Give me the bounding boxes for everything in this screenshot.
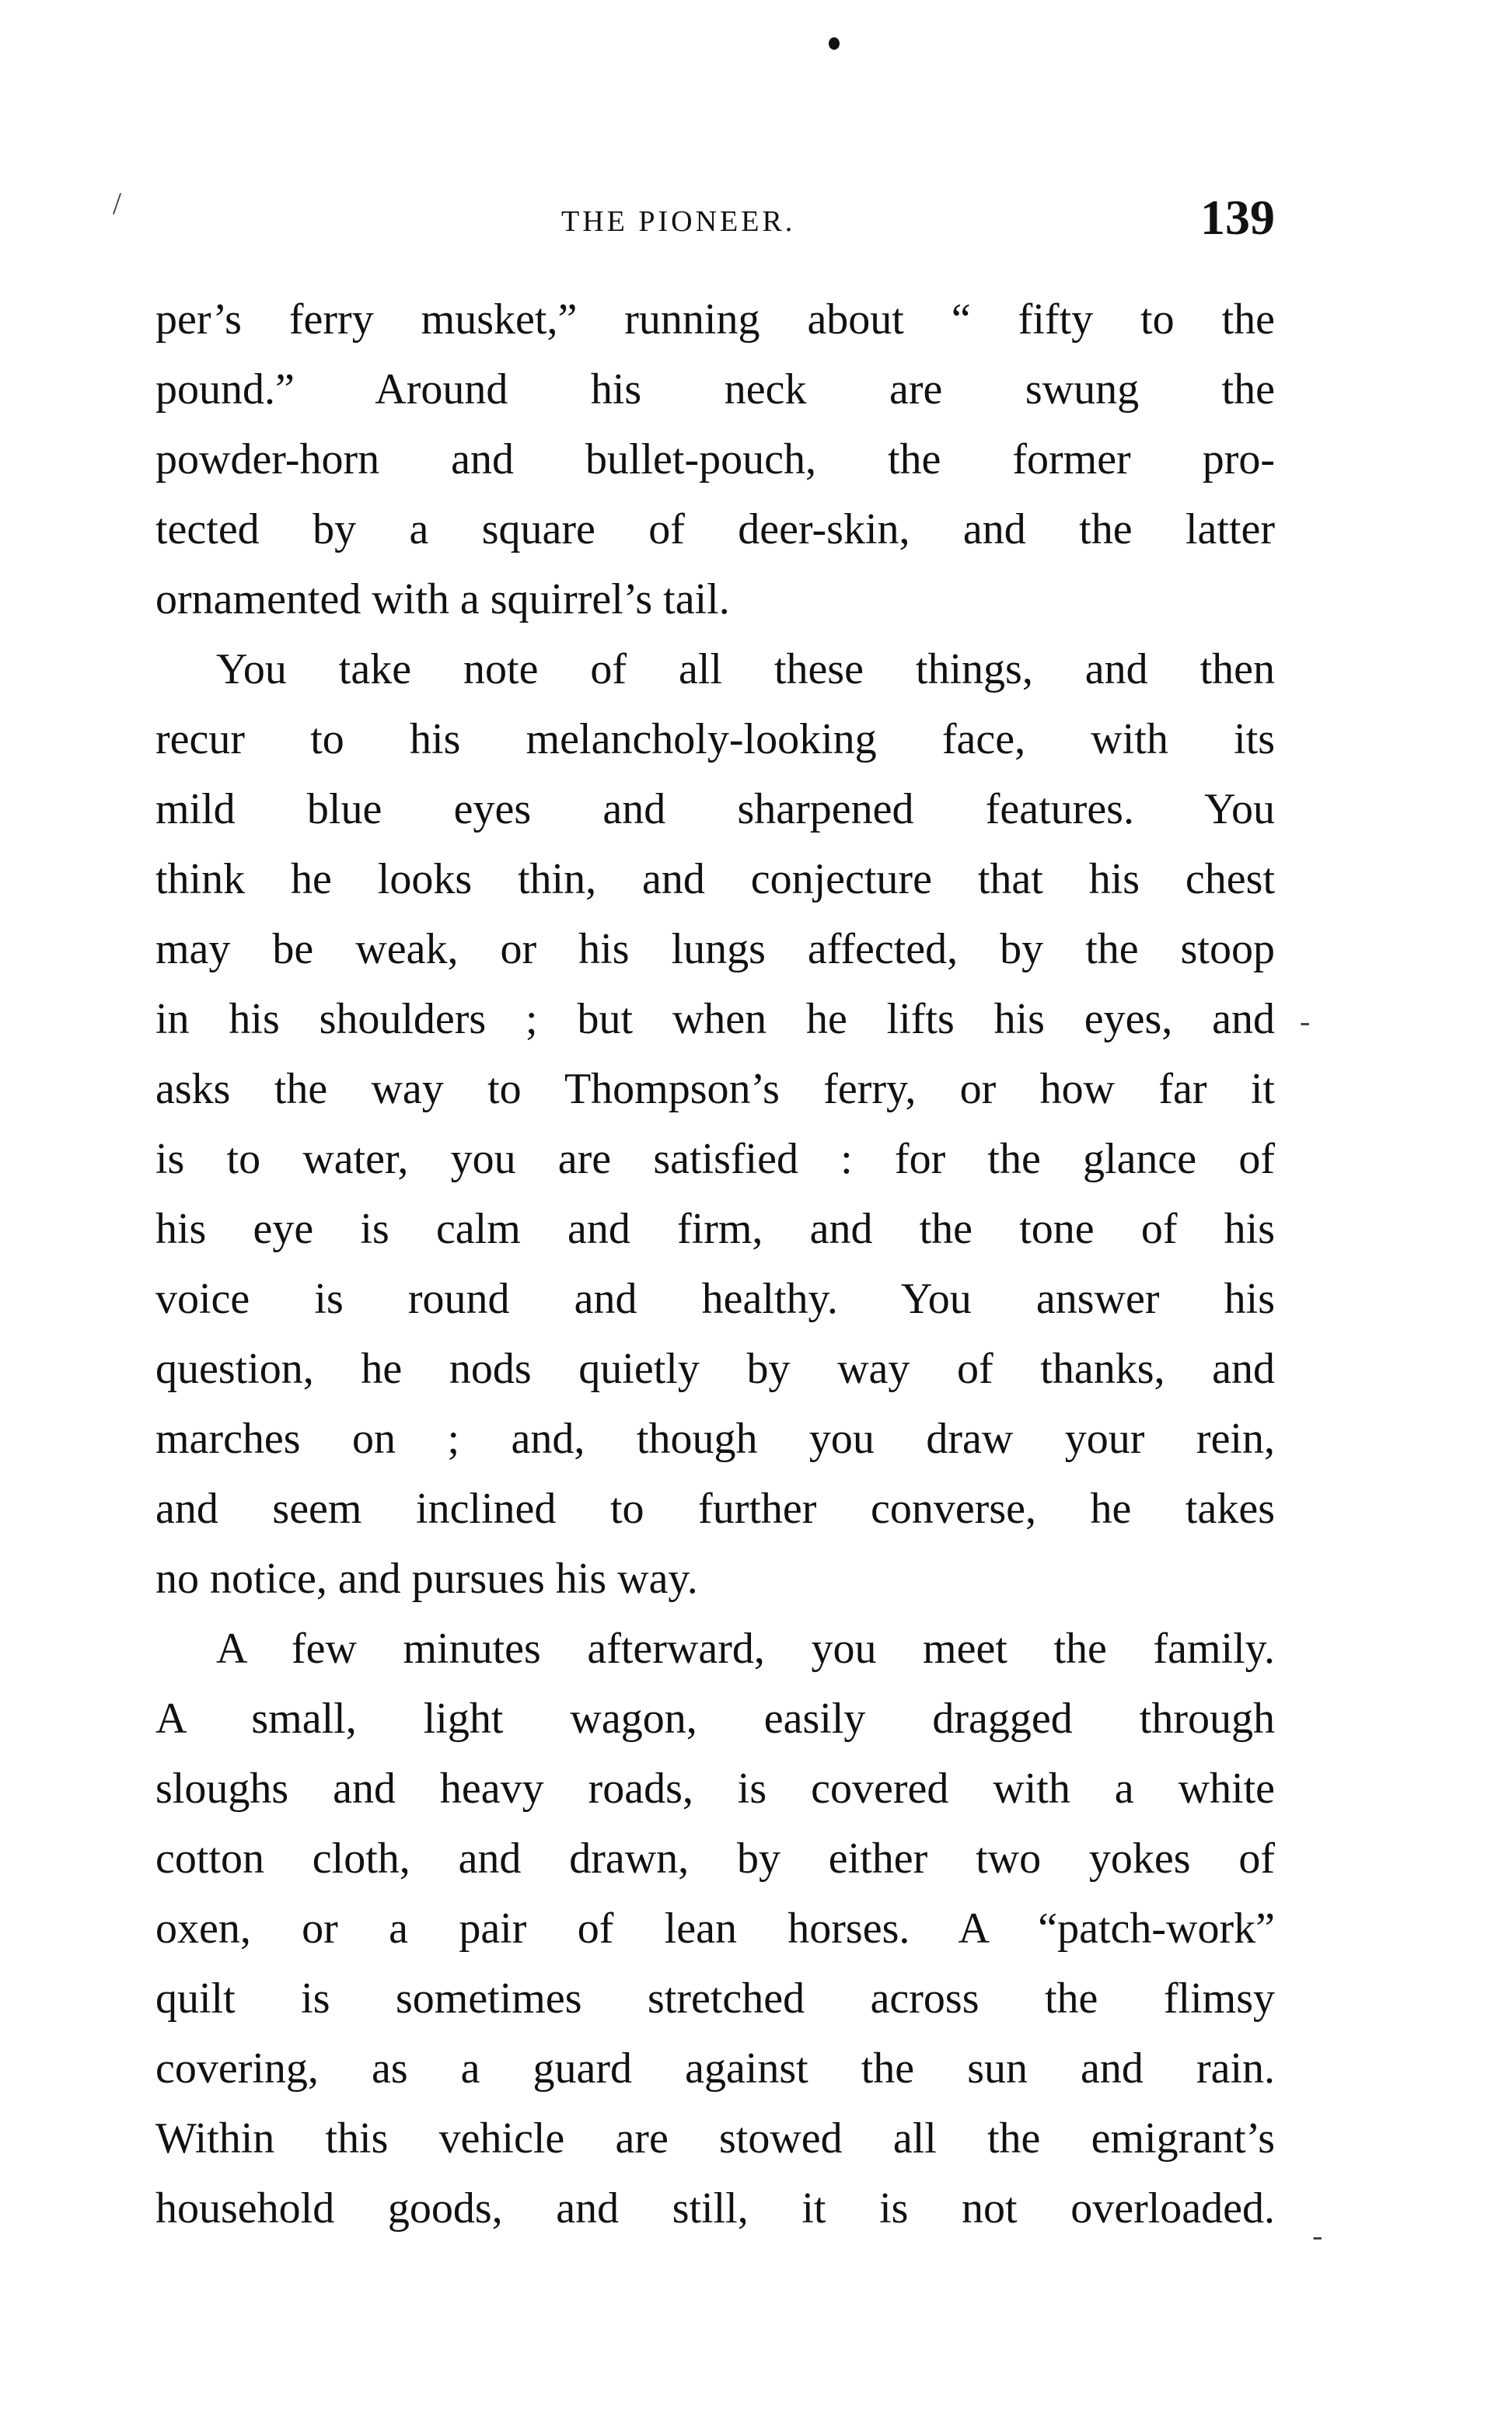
text-line: sloughs and heavy roads, is covered with a white (155, 1765, 1275, 1813)
text-line: pound.” Around his neck are swung the (155, 365, 1275, 414)
text-line: no notice, and pursues his way. (155, 1555, 698, 1603)
text-line: his eye is calm and firm, and the tone of his (155, 1205, 1275, 1253)
running-head: THE PIONEER. (561, 205, 796, 238)
text-line: household goods, and still, it is not overloaded. (155, 2184, 1275, 2233)
text-line: quilt is sometimes stretched across the flimsy (155, 1974, 1275, 2023)
text-line: ornamented with a squirrel’s tail. (155, 575, 730, 623)
text-line: A few minutes afterward, you meet the family. (216, 1625, 1275, 1673)
text-line: marches on ; and, though you draw your rein, (155, 1415, 1275, 1463)
text-line: question, he nods quietly by way of thanks, and (155, 1345, 1275, 1393)
paragraph (155, 285, 1275, 634)
text-line: recur to his melancholy-looking face, with its (155, 715, 1275, 763)
text-line: asks the way to Thompson’s ferry, or how far it (155, 1065, 1275, 1113)
text-line: cotton cloth, and drawn, by either two yokes of (155, 1835, 1275, 1883)
text-line: voice is round and healthy. You answer his (155, 1275, 1275, 1323)
ink-dot-mark (829, 37, 840, 50)
margin-mark-left: / (113, 186, 122, 221)
page-number: 139 (1200, 190, 1275, 245)
text-line: You take note of all these things, and then (216, 645, 1275, 693)
text-line: A small, light wagon, easily dragged through (155, 1695, 1275, 1743)
text-line: think he looks thin, and conjecture that his chest (155, 855, 1275, 903)
text-line: is to water, you are satisfied : for the glance of (155, 1135, 1275, 1183)
text-line: tected by a square of deer-skin, and the latter (155, 505, 1275, 553)
text-line: per’s ferry musket,” running about “ fifty to the (155, 295, 1275, 344)
body-text (155, 285, 1275, 2243)
margin-mark-bottom: - (1312, 2218, 1323, 2253)
paragraph (155, 1614, 1275, 2243)
text-line: oxen, or a pair of lean horses. A “patch-work” (155, 1905, 1275, 1953)
margin-mark-right: - (1300, 1004, 1311, 1039)
paragraph (155, 634, 1275, 1614)
text-line: powder-horn and bullet-pouch, the former pro- (155, 435, 1275, 484)
text-line: mild blue eyes and sharpened features. You (155, 785, 1275, 833)
text-line: covering, as a guard against the sun and rain. (155, 2044, 1275, 2093)
text-line: may be weak, or his lungs affected, by the stoop (155, 925, 1275, 973)
text-line: and seem inclined to further converse, he takes (155, 1485, 1275, 1533)
page-header (155, 175, 1275, 245)
text-line: Within this vehicle are stowed all the emigrant’s (155, 2114, 1275, 2163)
text-line: in his shoulders ; but when he lifts his eyes, and (155, 995, 1275, 1043)
